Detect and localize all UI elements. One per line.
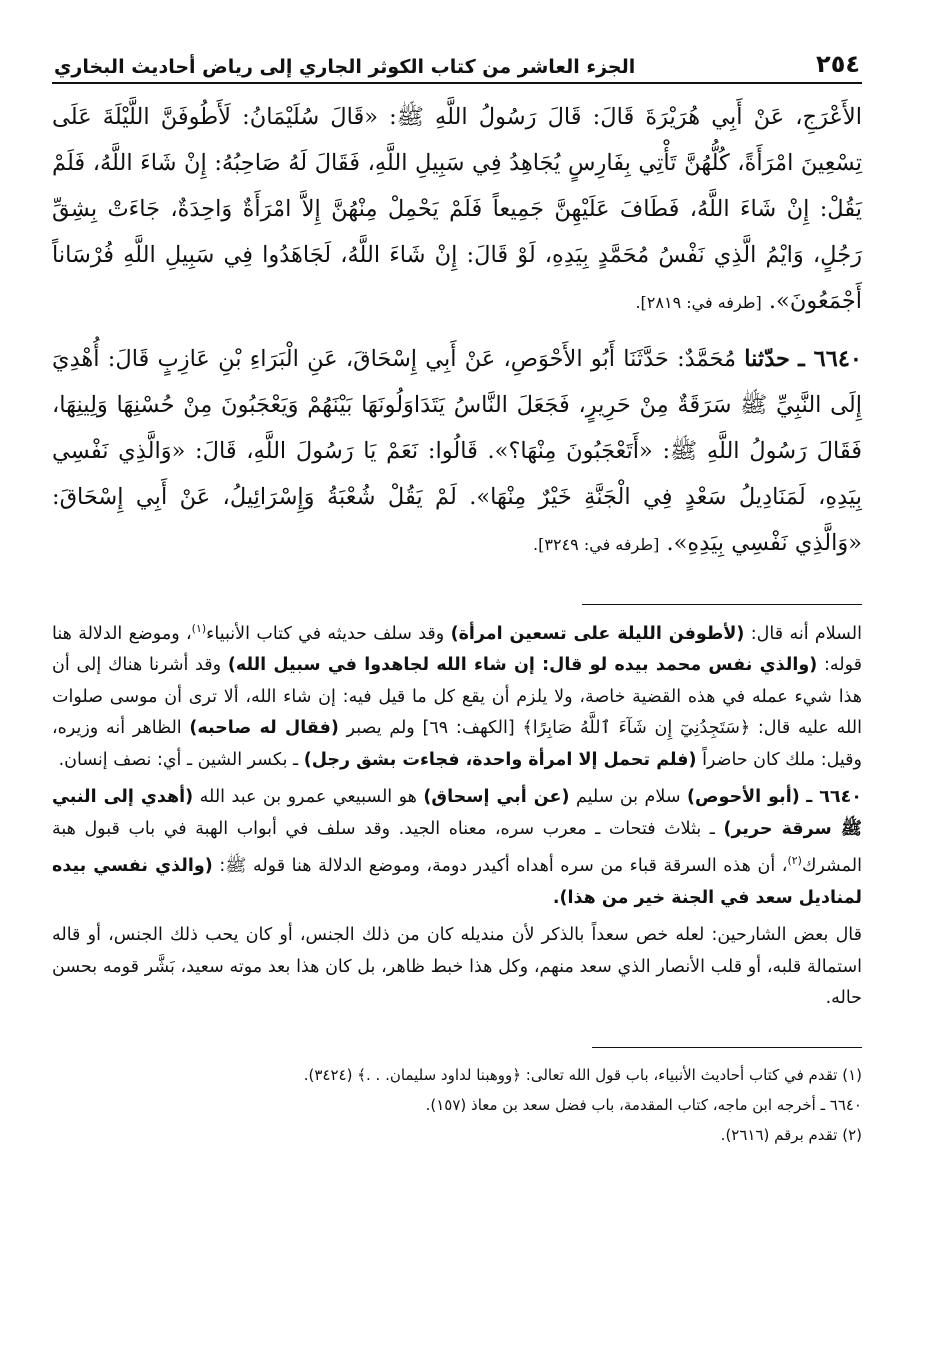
- commentary-text: ـ بكسر الشين ـ أي: نصف إنسان.: [58, 749, 299, 770]
- footnotes-divider: [592, 1047, 862, 1048]
- section-divider: [582, 604, 862, 605]
- quoted-phrase: (والذي نفسي بيده لمناديل سعد في الجنة خير من هذا).: [52, 856, 862, 908]
- commentary-text: الظاهر أنه وزيره، وقيل: ملك كان حاضراً: [52, 718, 862, 770]
- page-header: [52, 40, 862, 84]
- hadith-6639-continuation: [52, 94, 862, 326]
- footnote-marker: (١): [191, 622, 207, 635]
- commentary-section: [52, 613, 862, 1015]
- hadith-text: الأَعْرَجِ، عَنْ أَبِي هُرَيْرَةَ قَالَ: قَالَ رَسُولُ اللَّهِ ﷺ: «قَالَ سُلَيْمَانُ: لَأَطُوفَنَّ اللَّيْلَةَ عَلَى تِسْعِينَ امْرَأَةً، كُلُّهُنَّ تَأْتِي بِفَارِسٍ يُجَاهِدُ فِي سَبِيلِ اللَّهِ، فَقَالَ لَهُ صَاحِبُهُ: إِنْ شَاءَ اللَّهُ، فَلَمْ يَقُلْ: إِنْ شَاءَ اللَّهُ، فَطَافَ عَلَيْهِنَّ جَمِيعاً فَلَمْ يَحْمِلْ مِنْهُنَّ إِلاَّ امْرَأَةٌ وَاحِدَةٌ، جَاءَتْ بِشِقِّ رَجُلٍ، وَايْمُ الَّذِي نَفْسُ مُحَمَّدٍ بِيَدِهِ، لَوْ قَالَ: إِنْ شَاءَ اللَّهُ، لَجَاهَدُوا فِي سَبِيلِ اللَّهِ فُرْسَاناً أَجْمَعُونَ».: [52, 104, 862, 314]
- book-page: [52, 40, 862, 1150]
- quoted-phrase: (لأطوفن الليلة على تسعين امرأة): [450, 623, 745, 644]
- commentary-text: هو السبيعي عمرو بن عبد الله: [199, 787, 417, 808]
- quoted-phrase: (فلم تحمل إلا امرأة واحدة، فجاءت بشق رجل): [303, 749, 697, 770]
- cross-reference: [طرفه في: ٣٢٤٩].: [533, 535, 660, 554]
- hadith-opening: حدّثنا: [744, 346, 790, 372]
- commentary-paragraph: [52, 613, 862, 776]
- commentary-text: السلام أنه قال:: [750, 623, 862, 644]
- quoted-phrase: (أبو الأحوص): [686, 787, 800, 808]
- hadith-number: ٦٦٤٠ ـ: [798, 346, 862, 372]
- quoted-phrase: (والذي نفس محمد بيده لو قال: إن شاء الله لجاهدوا في سبيل الله): [227, 655, 818, 676]
- hadith-number: ٦٦٤٠ ـ: [806, 787, 862, 808]
- commentary-text: وقد سلف حديثه في كتاب الأنبياء: [206, 623, 445, 644]
- commentary-text: سلام بن سليم: [575, 787, 681, 808]
- commentary-text: وقد أشرنا هناك إلى أن هذا شيء عمله في هذه القضية خاصة، ولا يلزم أن يقع كل ما قيل فيه: إن شاء الله، ألا ترى أن موسى صلوات الله عليه قال: ﴿سَتَجِدُنِيٓ إِن شَآءَ ٱللَّهُ صَابِرًا﴾ [الكهف: ٦٩] ولم يصبر: [52, 655, 862, 739]
- hadith-text-section: [52, 94, 862, 568]
- footnotes-section: [52, 1060, 862, 1150]
- footnote-hadith-6640: ٦٦٤٠ ـ أخرجه ابن ماجه، كتاب المقدمة، باب فضل سعد بن معاذ (١٥٧).: [425, 1095, 862, 1114]
- quoted-phrase: (عن أبي إسحاق): [423, 787, 570, 808]
- commentary-text: ـ بثلاث فتحات ـ معرب سره، معناه الجيد. وقد سلف في أبواب الهبة في باب قبول هبة المشرك: [52, 818, 862, 877]
- cross-reference: [طرفه في: ٢٨١٩].: [635, 293, 762, 312]
- quoted-phrase: (أهدي إلى النبي ﷺ سرقة حرير): [52, 787, 862, 839]
- commentary-text: ، أن هذه السرقة قباء من سره أهداه أكيدر دومة، وموضع الدلالة هنا قوله ﷺ:: [219, 856, 788, 877]
- hadith-text: مُحَمَّدٌ: حَدَّثَنَا أَبُو الأَحْوَصِ، عَنْ أَبِي إِسْحَاقَ، عَنِ الْبَرَاءِ بْنِ عَازِبٍ قَالَ: أُهْدِيَ إِلَى النَّبِيِّ ﷺ سَرَقَةٌ مِنْ حَرِيرٍ، فَجَعَلَ النَّاسُ يَتَدَاوَلُونَهَا بَيْنَهُمْ وَيَعْجَبُونَ مِنْ حُسْنِهَا وَلِينِهَا، فَقَالَ رَسُولُ اللَّهِ ﷺ: «أَتَعْجَبُونَ مِنْهَا؟». قَالُوا: نَعَمْ يَا رَسُولَ اللَّهِ، قَالَ: «وَالَّذِي نَفْسِي بِيَدِهِ، لَمَنَادِيلُ سَعْدٍ فِي الْجَنَّةِ خَيْرٌ مِنْهَا». لَمْ يَقُلْ شُعْبَةُ وَإِسْرَائِيلُ، عَنْ أَبِي إِسْحَاقَ: «وَالَّذِي نَفْسِي بِيَدِهِ».: [52, 346, 862, 556]
- hadith-6640: [52, 336, 862, 568]
- footnote-marker: (٢): [787, 854, 802, 868]
- page-number: ٢٥٤: [816, 50, 860, 78]
- commentary-text: ، وموضع الدلالة هنا قوله:: [52, 623, 862, 676]
- running-title: الجزء العاشر من كتاب الكوثر الجاري إلى رياض أحاديث البخاري: [54, 56, 636, 78]
- commentary-paragraph: قال بعض الشارحين: لعله خص سعداً بالذكر لأن منديله كان من ذلك الجنس، أو كان يحب ذلك الجنس، أو قاله استمالة قلبه، أو قلب الأنصار الذي سعد منهم، وكل هذا خبط ظاهر، بل كان هذا بعد موته سعيد، بَشَّر قومه بحسن حاله.: [52, 925, 862, 1009]
- footnote-1: (١) تقدم في كتاب أحاديث الأنبياء، باب قول الله تعالى: ﴿ووهبنا لداود سليمان. . .﴾ (٣٤٢٤).: [303, 1065, 862, 1084]
- commentary-paragraph: [52, 782, 862, 914]
- footnote-2: (٢) تقدم برقم (٢٦١٦).: [720, 1125, 862, 1144]
- quoted-phrase: (فقال له صاحبه): [189, 718, 339, 739]
